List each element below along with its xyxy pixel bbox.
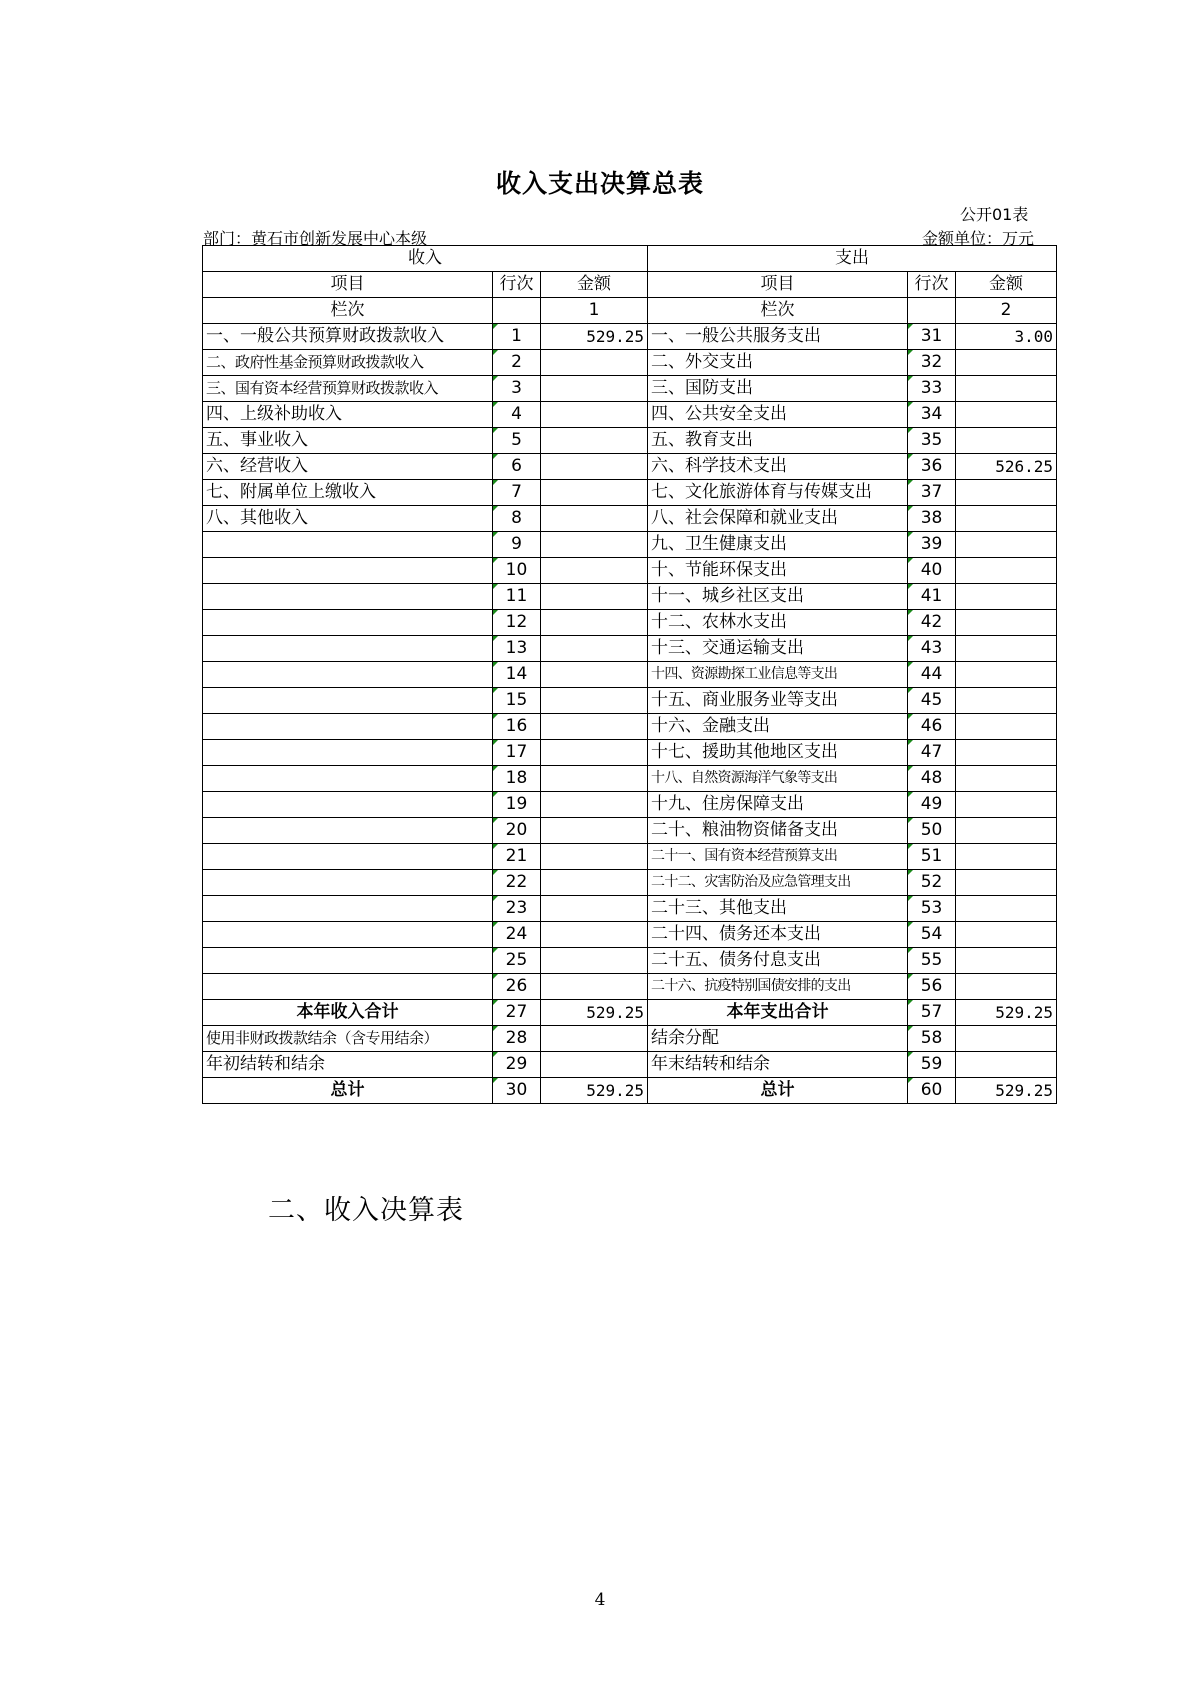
expense-item-cell: 十一、城乡社区支出 [648,584,908,610]
expense-item-cell: 十七、援助其他地区支出 [648,740,908,766]
expense-header: 支出 [648,246,1057,272]
expense-amount-cell [956,688,1057,714]
income-item-cell [203,766,493,792]
income-line-cell: 15 [493,688,541,714]
expense-item-cell: 总计 [648,1078,908,1104]
expense-amount-cell [956,428,1057,454]
expense-line-cell: 31 [908,324,956,350]
expense-item-cell: 六、科学技术支出 [648,454,908,480]
expense-line-cell: 55 [908,948,956,974]
expense-line-cell: 54 [908,922,956,948]
income-item-cell: 五、事业收入 [203,428,493,454]
income-line-cell: 24 [493,922,541,948]
income-amount-cell [541,350,648,376]
expense-item-cell: 八、社会保障和就业支出 [648,506,908,532]
expense-line-cell: 51 [908,844,956,870]
expense-line-cell: 50 [908,818,956,844]
table-row [203,558,1057,584]
income-item-cell [203,636,493,662]
income-item-cell: 四、上级补助收入 [203,402,493,428]
expense-line-cell: 41 [908,584,956,610]
expense-line-cell: 40 [908,558,956,584]
income-line-cell: 21 [493,844,541,870]
expense-amount-cell [956,1052,1057,1078]
expense-line-cell: 43 [908,636,956,662]
income-amount-cell [541,766,648,792]
form-code: 公开01表 [960,205,1029,224]
table-row [203,1026,1057,1052]
expense-line-cell: 34 [908,402,956,428]
expense-item-cell: 二十一、国有资本经营预算支出 [648,844,908,870]
expense-line-cell: 39 [908,532,956,558]
table-column-header-row [203,272,1057,298]
expense-amount-cell [956,792,1057,818]
income-line-cell: 10 [493,558,541,584]
income-amount-cell [541,948,648,974]
expense-item-cell: 十、节能环保支出 [648,558,908,584]
table-row [203,454,1057,480]
expense-column-index-line [908,298,956,324]
expense-line-cell: 32 [908,350,956,376]
expense-amount-cell [956,636,1057,662]
table-row [203,792,1057,818]
income-item-cell: 二、政府性基金预算财政拨款收入 [203,350,493,376]
expense-amount-cell: 529.25 [956,1078,1057,1104]
income-amount-cell: 529.25 [541,1078,648,1104]
table-row [203,584,1057,610]
expense-line-cell: 45 [908,688,956,714]
expense-item-cell: 十三、交通运输支出 [648,636,908,662]
expense-item-cell: 年末结转和结余 [648,1052,908,1078]
expense-item-cell: 二十三、其他支出 [648,896,908,922]
income-line-cell: 18 [493,766,541,792]
income-item-cell: 总计 [203,1078,493,1104]
income-item-cell [203,584,493,610]
expense-amount-cell [956,402,1057,428]
expense-item-cell: 本年支出合计 [648,1000,908,1026]
income-line-cell: 4 [493,402,541,428]
income-item-cell: 三、国有资本经营预算财政拨款收入 [203,376,493,402]
income-line-cell: 20 [493,818,541,844]
expense-line-cell: 58 [908,1026,956,1052]
income-item-cell: 年初结转和结余 [203,1052,493,1078]
column-index-row [203,298,1057,324]
income-item-cell [203,818,493,844]
income-column-index-line [493,298,541,324]
expense-amount-cell [956,376,1057,402]
table-row [203,402,1057,428]
income-item-cell [203,662,493,688]
income-item-cell: 使用非财政拨款结余（含专用结余） [203,1026,493,1052]
income-item-cell: 一、一般公共预算财政拨款收入 [203,324,493,350]
income-header: 收入 [203,246,648,272]
income-amount-cell [541,532,648,558]
income-amount-cell [541,844,648,870]
income-amount-cell [541,792,648,818]
table-row [203,376,1057,402]
income-item-cell [203,922,493,948]
income-amount-cell [541,506,648,532]
income-amount-cell [541,1052,648,1078]
expense-amount-cell [956,558,1057,584]
table-row [203,324,1057,350]
income-amount-cell [541,896,648,922]
income-line-cell: 5 [493,428,541,454]
expense-amount-cell [956,740,1057,766]
income-line-cell: 22 [493,870,541,896]
income-line-cell: 13 [493,636,541,662]
expense-line-cell: 35 [908,428,956,454]
income-expense-table [202,245,1057,1104]
expense-item-cell: 十四、资源勘探工业信息等支出 [648,662,908,688]
table-row [203,948,1057,974]
income-line-cell: 28 [493,1026,541,1052]
table-row [203,350,1057,376]
department-label: 部门：黄石市创新发展中心本级 [203,229,428,248]
income-line-cell: 30 [493,1078,541,1104]
expense-line-cell: 57 [908,1000,956,1026]
report-title: 收入支出决算总表 [495,169,704,198]
expense-line-cell: 46 [908,714,956,740]
expense-amount-cell [956,506,1057,532]
table-row [203,532,1057,558]
income-item-header: 项目 [203,272,493,298]
income-line-cell: 14 [493,662,541,688]
table-row [203,662,1057,688]
expense-line-cell: 42 [908,610,956,636]
income-amount-cell [541,818,648,844]
income-item-cell: 本年收入合计 [203,1000,493,1026]
amount-unit-label: 金额单位：万元 [922,229,1035,248]
expense-line-header: 行次 [908,272,956,298]
income-item-cell [203,844,493,870]
income-line-cell: 16 [493,714,541,740]
expense-amount-cell [956,584,1057,610]
expense-line-cell: 59 [908,1052,956,1078]
expense-item-cell: 五、教育支出 [648,428,908,454]
income-amount-cell [541,636,648,662]
income-line-cell: 7 [493,480,541,506]
expense-amount-cell [956,818,1057,844]
table-row [203,818,1057,844]
section-heading: 二、收入决算表 [268,1195,464,1226]
expense-amount-cell [956,480,1057,506]
table-group-header-row [203,246,1057,272]
income-amount-cell [541,870,648,896]
income-amount-header: 金额 [541,272,648,298]
expense-amount-cell [956,974,1057,1000]
income-line-cell: 9 [493,532,541,558]
expense-item-cell: 二、外交支出 [648,350,908,376]
income-item-cell [203,974,493,1000]
income-amount-cell [541,688,648,714]
expense-column-number: 2 [956,298,1057,324]
expense-line-cell: 37 [908,480,956,506]
income-line-cell: 19 [493,792,541,818]
expense-item-cell: 十五、商业服务业等支出 [648,688,908,714]
table-row [203,636,1057,662]
income-amount-cell [541,480,648,506]
income-amount-cell [541,922,648,948]
income-amount-cell [541,428,648,454]
income-item-cell [203,896,493,922]
expense-line-cell: 52 [908,870,956,896]
expense-item-cell: 十二、农林水支出 [648,610,908,636]
expense-amount-cell [956,350,1057,376]
income-item-cell [203,610,493,636]
expense-amount-cell [956,610,1057,636]
expense-amount-cell [956,922,1057,948]
income-item-cell [203,558,493,584]
income-line-cell: 26 [493,974,541,1000]
income-amount-cell: 529.25 [541,324,648,350]
table-row [203,480,1057,506]
income-line-cell: 23 [493,896,541,922]
table-row [203,1052,1057,1078]
income-amount-cell [541,610,648,636]
income-item-cell: 八、其他收入 [203,506,493,532]
income-item-cell [203,688,493,714]
table-row [203,896,1057,922]
income-line-cell: 8 [493,506,541,532]
expense-item-cell: 十九、住房保障支出 [648,792,908,818]
expense-line-cell: 53 [908,896,956,922]
expense-column-index-label: 栏次 [648,298,908,324]
income-line-cell: 3 [493,376,541,402]
expense-item-header: 项目 [648,272,908,298]
income-column-index-label: 栏次 [203,298,493,324]
expense-amount-cell [956,870,1057,896]
total-row [203,1078,1057,1104]
expense-item-cell: 二十四、债务还本支出 [648,922,908,948]
expense-item-cell: 四、公共安全支出 [648,402,908,428]
table-row [203,740,1057,766]
expense-amount-cell [956,662,1057,688]
income-amount-cell [541,402,648,428]
income-amount-cell: 529.25 [541,1000,648,1026]
expense-item-cell: 一、一般公共服务支出 [648,324,908,350]
income-item-cell [203,792,493,818]
income-line-cell: 29 [493,1052,541,1078]
income-amount-cell [541,974,648,1000]
income-line-cell: 11 [493,584,541,610]
income-amount-cell [541,558,648,584]
income-amount-cell [541,454,648,480]
table-row [203,922,1057,948]
expense-item-cell: 九、卫生健康支出 [648,532,908,558]
table-row [203,428,1057,454]
income-amount-cell [541,376,648,402]
expense-amount-cell [956,766,1057,792]
income-item-cell [203,948,493,974]
table-row [203,870,1057,896]
expense-line-cell: 49 [908,792,956,818]
expense-amount-cell: 526.25 [956,454,1057,480]
income-amount-cell [541,662,648,688]
table-row [203,688,1057,714]
expense-line-cell: 44 [908,662,956,688]
income-amount-cell [541,740,648,766]
expense-item-cell: 二十六、抗疫特别国债安排的支出 [648,974,908,1000]
expense-amount-cell: 529.25 [956,1000,1057,1026]
income-item-cell: 六、经营收入 [203,454,493,480]
income-amount-cell [541,1026,648,1052]
income-item-cell [203,870,493,896]
expense-item-cell: 二十、粮油物资储备支出 [648,818,908,844]
expense-item-cell: 二十五、债务付息支出 [648,948,908,974]
expense-item-cell: 七、文化旅游体育与传媒支出 [648,480,908,506]
expense-line-cell: 33 [908,376,956,402]
income-line-cell: 12 [493,610,541,636]
expense-line-cell: 47 [908,740,956,766]
table-row [203,506,1057,532]
income-line-cell: 17 [493,740,541,766]
table-row [203,766,1057,792]
table-row [203,714,1057,740]
page-number: 4 [594,1590,606,1610]
expense-amount-cell [956,1026,1057,1052]
expense-line-cell: 48 [908,766,956,792]
expense-line-cell: 60 [908,1078,956,1104]
expense-amount-cell [956,896,1057,922]
table-row [203,610,1057,636]
table-row [203,844,1057,870]
expense-amount-cell [956,714,1057,740]
income-line-header: 行次 [493,272,541,298]
income-item-cell [203,714,493,740]
income-line-cell: 27 [493,1000,541,1026]
expense-item-cell: 二十二、灾害防治及应急管理支出 [648,870,908,896]
subtotal-row [203,1000,1057,1026]
income-amount-cell [541,714,648,740]
expense-item-cell: 十六、金融支出 [648,714,908,740]
income-line-cell: 25 [493,948,541,974]
expense-line-cell: 56 [908,974,956,1000]
income-column-number: 1 [541,298,648,324]
expense-amount-cell [956,948,1057,974]
expense-amount-cell: 3.00 [956,324,1057,350]
income-line-cell: 1 [493,324,541,350]
income-amount-cell [541,584,648,610]
expense-line-cell: 36 [908,454,956,480]
expense-amount-cell [956,532,1057,558]
income-item-cell: 七、附属单位上缴收入 [203,480,493,506]
expense-item-cell: 结余分配 [648,1026,908,1052]
income-line-cell: 6 [493,454,541,480]
expense-item-cell: 十八、自然资源海洋气象等支出 [648,766,908,792]
expense-amount-cell [956,844,1057,870]
expense-amount-header: 金额 [956,272,1057,298]
expense-line-cell: 38 [908,506,956,532]
income-item-cell [203,532,493,558]
income-item-cell [203,740,493,766]
table-row [203,974,1057,1000]
income-line-cell: 2 [493,350,541,376]
expense-item-cell: 三、国防支出 [648,376,908,402]
